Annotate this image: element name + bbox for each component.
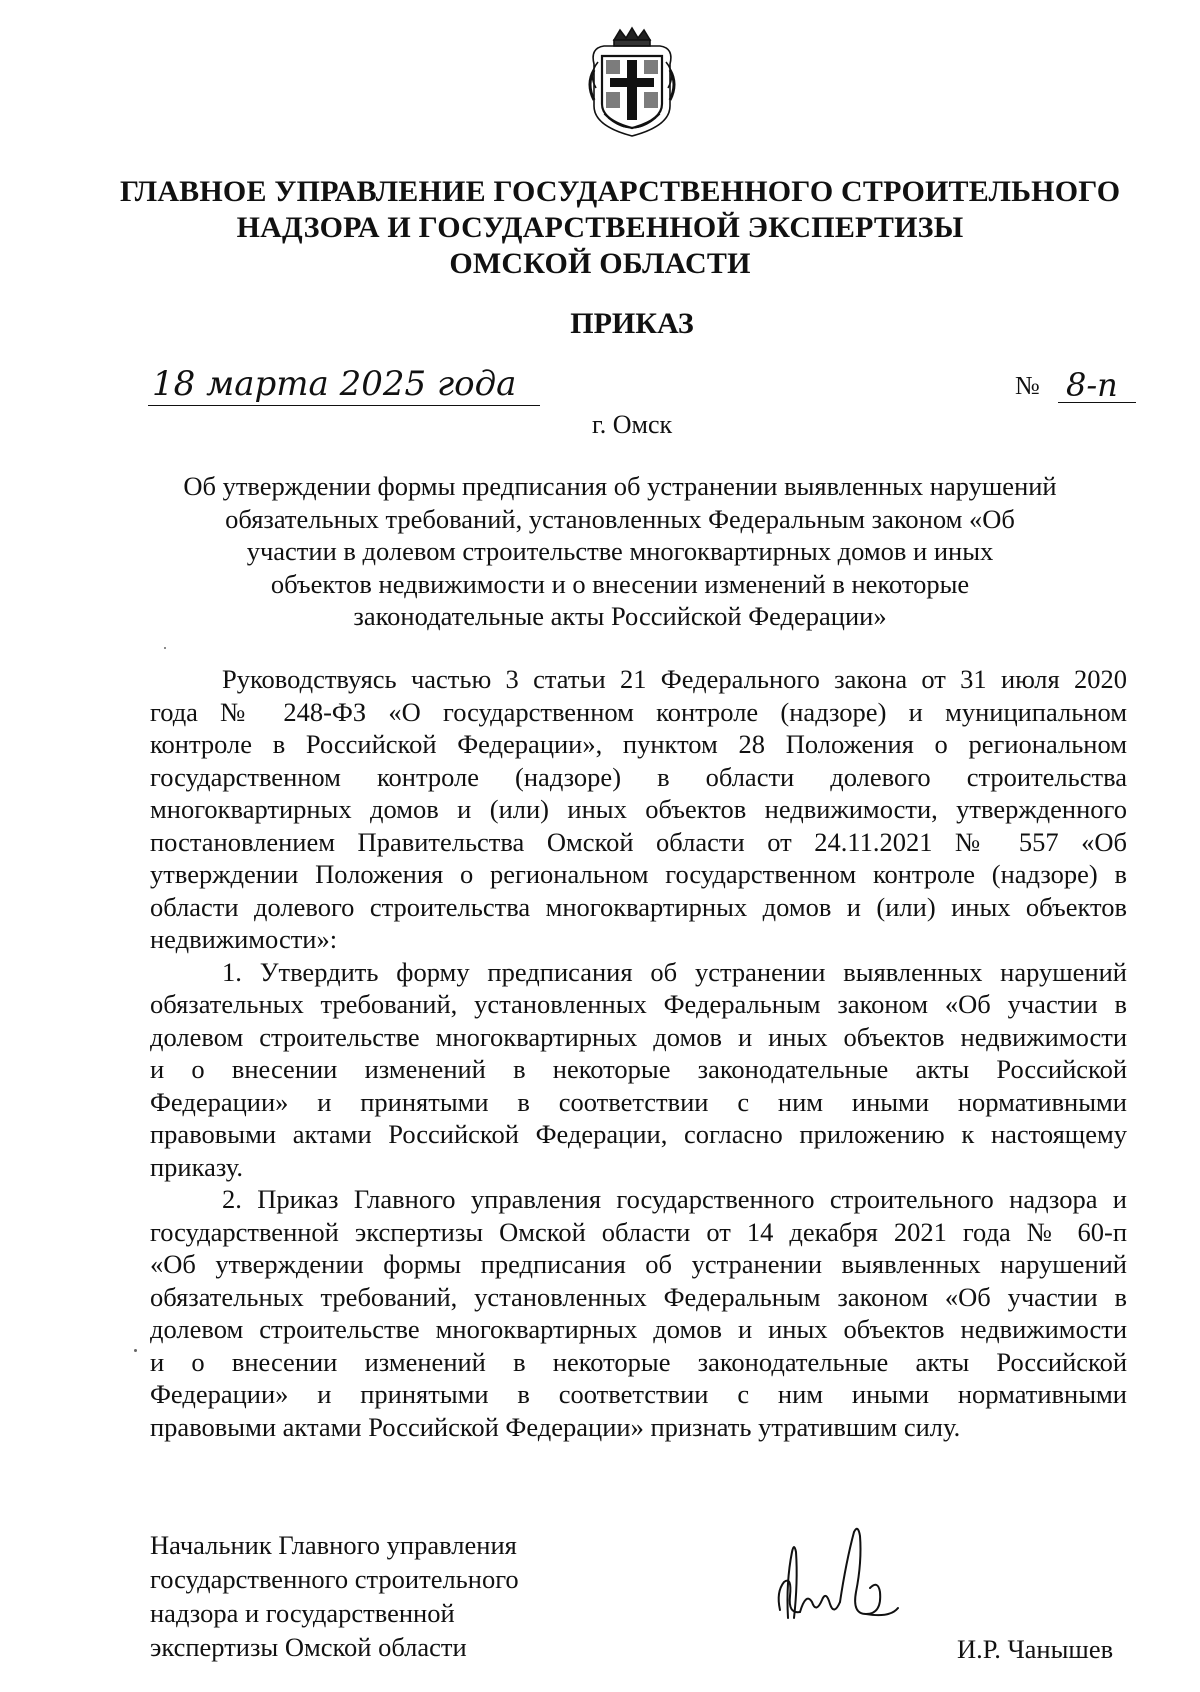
number-underline	[1058, 402, 1136, 403]
position-line: государственного строительного	[150, 1564, 519, 1594]
handwritten-signature	[770, 1522, 905, 1622]
number-text: 8-п	[1066, 366, 1118, 404]
subject-line: участии в долевом строительстве многоквартирных домов и иных	[246, 536, 994, 566]
position-line: экспертизы Омской области	[150, 1632, 467, 1662]
body-line: и о внесении изменений в некоторые законодательные акты Российской	[150, 1346, 1127, 1377]
subject-line: объектов недвижимости и о внесении изменений в некоторые	[270, 568, 970, 599]
body-line: Федерации» и принятыми в соответствии с ним иными нормативными	[150, 1379, 1127, 1409]
body-line: правовыми актами Российской Федерации, согласно приложению к настоящему	[150, 1119, 1127, 1149]
date-text: 18 марта 2025 года	[152, 364, 517, 404]
scan-speck	[164, 647, 166, 649]
org-line-1: ГЛАВНОЕ УПРАВЛЕНИЕ ГОСУДАРСТВЕННОГО СТРОИТЕЛЬНОГО	[120, 175, 1121, 208]
signatory-name: И.Р. Чанышев	[957, 1634, 1114, 1664]
signatory-position	[150, 1528, 519, 1664]
item-2-paragraph	[150, 1183, 1127, 1443]
organization-header	[120, 174, 1121, 282]
body-line: «Об утверждении формы предписания об устранении выявленных нарушений	[150, 1249, 1127, 1279]
number-label: №	[1015, 371, 1040, 400]
scan-speck	[134, 1349, 137, 1352]
document-type-title: ПРИКАЗ	[570, 307, 694, 340]
body-line: обязательных требований, установленных Федеральным законом «Об участии в	[150, 1281, 1127, 1312]
position-line: Начальник Главного управления	[150, 1530, 517, 1560]
org-line-3: ОМСКОЙ ОБЛАСТИ	[449, 247, 751, 280]
body-line: постановлением Правительства Омской области от 24.11.2021 № 557 «Об	[150, 826, 1127, 857]
body-line: правовыми актами Российской Федерации» признать утратившим силу.	[150, 1411, 961, 1442]
body-line: 1. Утвердить форму предписания об устранении выявленных нарушений	[222, 956, 1127, 987]
body-line: обязательных требований, установленных Федеральным законом «Об участии в	[150, 989, 1127, 1019]
document-body	[150, 663, 1127, 1443]
body-line: приказу.	[150, 1151, 243, 1182]
position-line: надзора и государственной	[150, 1598, 455, 1628]
subject-line: обязательных требований, установленных Федеральным законом «Об	[225, 503, 1015, 534]
body-line: долевом строительстве многоквартирных домов и иных объектов недвижимости	[150, 1021, 1127, 1052]
body-line: многоквартирных домов и (или) иных объектов недвижимости, утвержденного	[150, 794, 1127, 824]
body-line: государственной экспертизы Омской области от 14 декабря 2021 года № 60-п	[150, 1216, 1127, 1247]
body-line: и о внесении изменений в некоторые законодательные акты Российской	[150, 1054, 1127, 1084]
city: г. Омск	[592, 410, 673, 439]
body-line: года № 248-ФЗ «О государственном контроле (надзоре) и муниципальном	[150, 696, 1127, 727]
body-line: контроле в Российской Федерации», пунктом 28 Положения о региональном	[150, 729, 1127, 759]
date-underline	[148, 405, 540, 406]
body-line: области долевого строительства многоквартирных домов и (или) иных объектов	[150, 891, 1127, 922]
body-line: Федерации» и принятыми в соответствии с ним иными нормативными	[150, 1086, 1127, 1117]
body-line: утверждении Положения о региональном государственном контроле (надзоре) в	[150, 859, 1127, 889]
preamble-paragraph	[150, 663, 1127, 956]
subject-line: законодательные акты Российской Федерации»	[353, 601, 887, 631]
body-line: недвижимости»:	[150, 924, 338, 954]
body-line: 2. Приказ Главного управления государственного строительного надзора и	[222, 1184, 1127, 1214]
body-line: долевом строительстве многоквартирных домов и иных объектов недвижимости	[150, 1314, 1127, 1344]
org-line-2: НАДЗОРА И ГОСУДАРСТВЕННОЙ ЭКСПЕРТИЗЫ	[236, 211, 964, 244]
coat-of-arms-icon	[584, 24, 680, 140]
document-subject	[140, 470, 1100, 633]
body-line: Руководствуясь частью 3 статьи 21 Федерального закона от 31 июля 2020	[222, 664, 1127, 694]
item-1-paragraph	[150, 956, 1127, 1184]
handwritten-number	[1062, 360, 1132, 406]
body-line: государственном контроле (надзоре) в области долевого строительства	[150, 761, 1127, 792]
handwritten-date	[150, 355, 540, 405]
subject-line: Об утверждении формы предписания об устранении выявленных нарушений	[183, 471, 1057, 501]
